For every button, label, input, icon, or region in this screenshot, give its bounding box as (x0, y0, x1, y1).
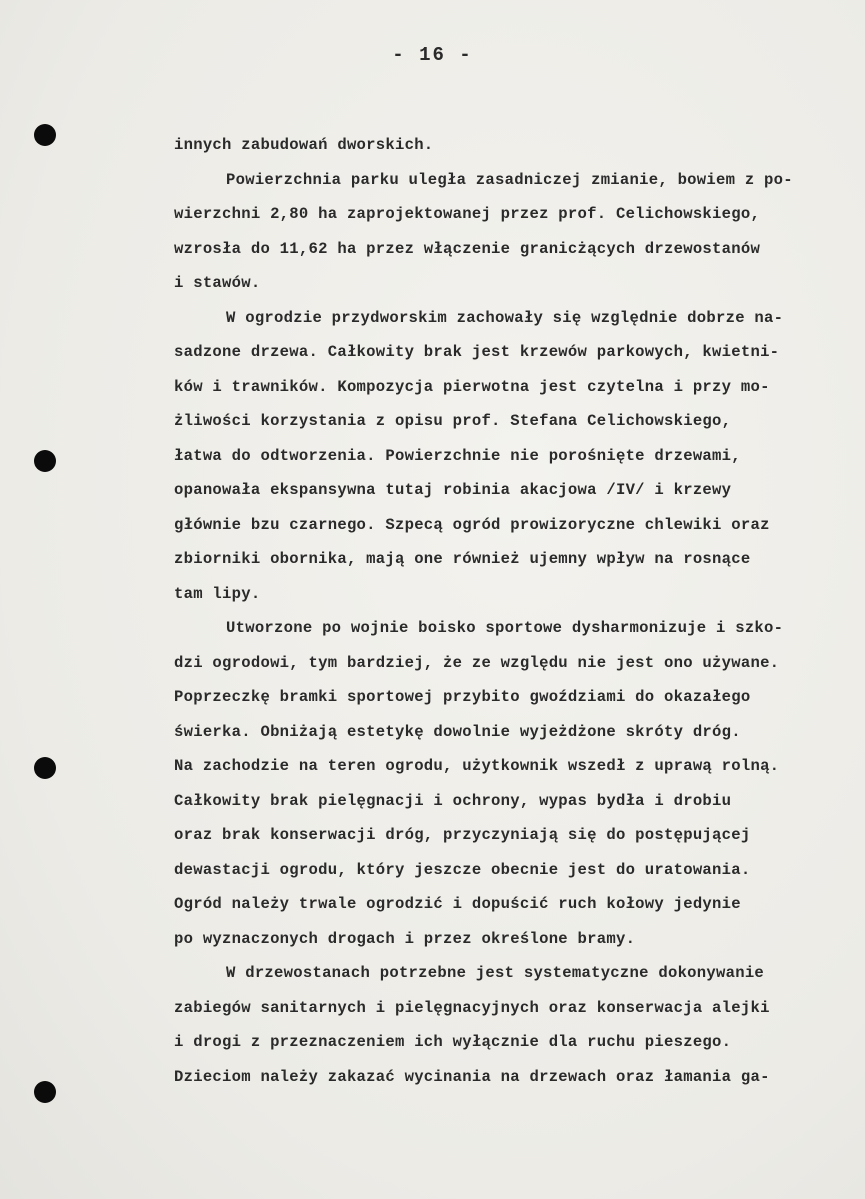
page-number: - 16 - (392, 44, 473, 66)
text-line: W drzewostanach potrzebne jest systematyczne dokonywanie (226, 964, 765, 982)
text-line: wierzchni 2,80 ha zaprojektowanej przez prof. Celichowskiego, (174, 205, 761, 223)
text-line: Utworzone po wojnie boisko sportowe dysharmonizuje i szko- (226, 619, 784, 637)
text-line: Ogród należy trwale ogrodzić i dopuścić ruch kołowy jedynie (174, 895, 741, 913)
paragraph (174, 128, 854, 163)
paragraph (174, 956, 854, 1094)
text-line: dzi ogrodowi, tym bardziej, że ze względu nie jest ono używane. (174, 653, 780, 672)
text-line: głównie bzu czarnego. Szpecą ogród prowizoryczne chlewiki oraz (174, 515, 770, 534)
text-line: wzrosła do 11,62 ha przez włączenie granicżących drzewostanów (174, 239, 761, 258)
text-line: sadzone drzewa. Całkowity brak jest krzewów parkowych, kwietni- (174, 343, 780, 361)
punch-hole (34, 757, 56, 779)
text-line: łatwa do odtworzenia. Powierzchnie nie porośnięte drzewami, (174, 446, 741, 465)
text-line: Na zachodzie na teren ogrodu, użytkownik wszedł z uprawą rolną. (174, 757, 780, 775)
text-line: oraz brak konserwacji dróg, przyczyniają się do postępującej (174, 826, 751, 844)
text-line: dewastacji ogrodu, który jeszcze obecnie jest do uratowania. (174, 860, 751, 879)
punch-hole (34, 450, 56, 472)
text-line: świerka. Obniżają estetykę dowolnie wyjeżdżone skróty dróg. (174, 722, 741, 741)
text-line: W ogrodzie przydworskim zachowały się względnie dobrze na- (226, 308, 784, 327)
text-line: innych zabudowań dworskich. (174, 136, 434, 154)
text-line: Powierzchnia parku uległa zasadniczej zmianie, bowiem z po- (226, 170, 793, 189)
body-text (174, 128, 854, 1094)
text-line: i drogi z przeznaczeniem ich wyłącznie dla ruchu pieszego. (174, 1033, 732, 1051)
text-line: żliwości korzystania z opisu prof. Stefana Celichowskiego, (174, 412, 732, 430)
paragraph (174, 611, 854, 956)
text-line: ków i trawników. Kompozycja pierwotna jest czytelna i przy mo- (174, 377, 770, 396)
text-line: zbiorniki obornika, mają one również ujemny wpływ na rosnące (174, 550, 751, 568)
text-line: zabiegów sanitarnych i pielęgnacyjnych oraz konserwacja alejki (174, 998, 770, 1017)
text-line: Całkowity brak pielęgnacji i ochrony, wypas bydła i drobiu (174, 791, 732, 810)
punch-hole (34, 124, 56, 146)
paragraph (174, 163, 854, 301)
text-line: opanowała ekspansywna tutaj robinia akacjowa /IV/ i krzewy (174, 481, 732, 499)
text-line: tam lipy. (174, 584, 261, 603)
text-line: po wyznaczonych drogach i przez określone bramy. (174, 929, 636, 948)
text-line: i stawów. (174, 274, 261, 292)
punch-hole (34, 1081, 56, 1103)
text-line: Dzieciom należy zakazać wycinania na drzewach oraz łamania ga- (174, 1067, 770, 1086)
text-line: Poprzeczkę bramki sportowej przybito gwoździami do okazałego (174, 688, 751, 706)
paragraph (174, 301, 854, 612)
